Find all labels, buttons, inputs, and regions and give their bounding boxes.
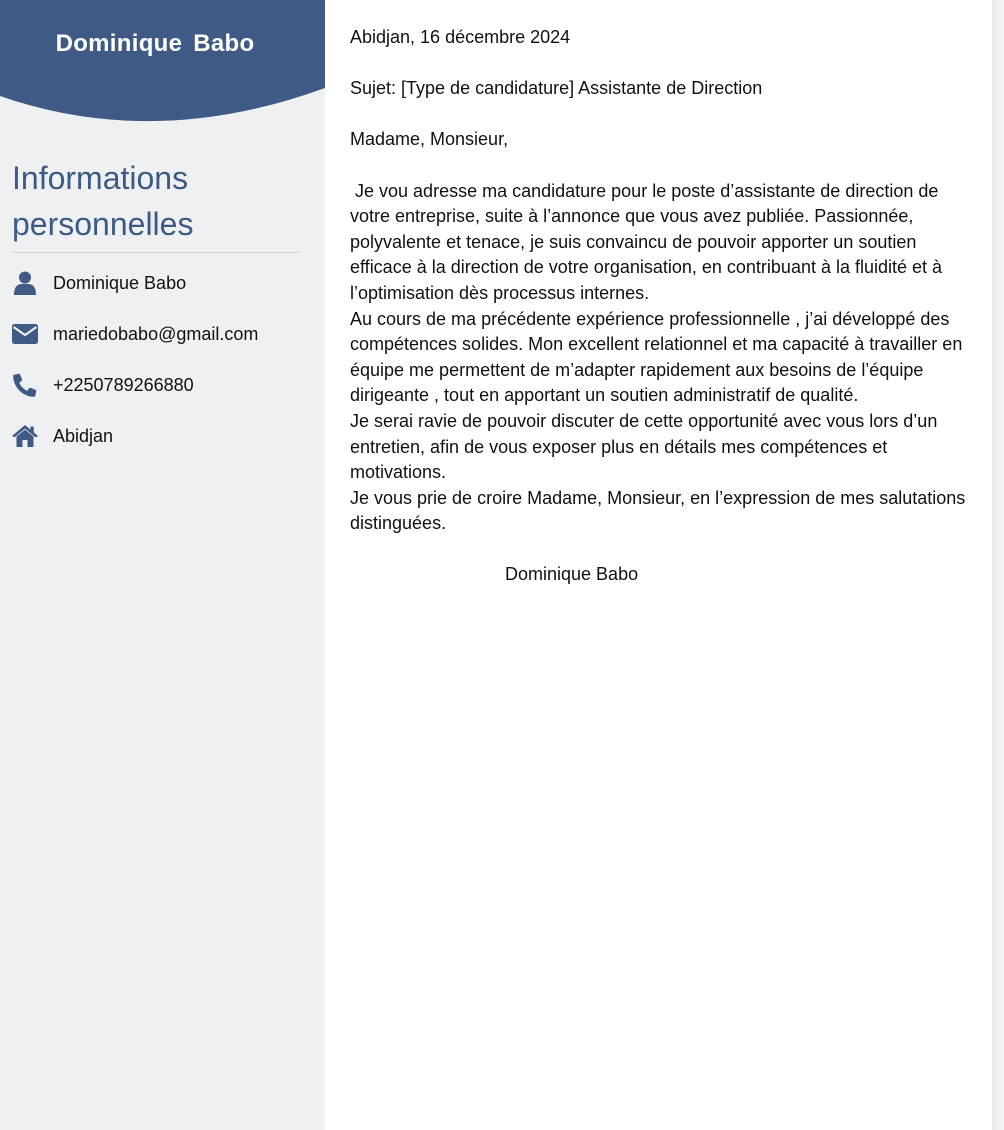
letter-paragraph: Je vou adresse ma candidature pour le poste d’assistante de direction de votre entreprise, suite à l’annonce que vous avez publiée. Passionnée, polyvalente et tenace, je suis convaincu de pouvoir apporter un soutien efficace à la direction de votre organisation, en contribuant à la fluidité et à l’optimisation dès processus internes. [350,180,948,303]
info-item-city [12,421,113,451]
info-item-phone [12,370,194,400]
letter-paragraph: Au cours de ma précédente expérience professionnelle , j’ai développé des compétences solides. Mon excellent relationnel et ma capacité à travailler en équipe me permettent de m’adapter rapidement aux besoins de l’équipe dirigeante , tout en apportant un soutien administratif de qualité. [350,308,963,406]
sidebar [0,0,325,1130]
page-edge [992,0,1004,1130]
home-icon [12,423,38,449]
info-item-label: Dominique Babo [53,272,187,293]
letter-date: Abidjan, 16 décembre 2024 [350,27,571,47]
phone-icon [12,372,38,398]
info-item-email [12,319,258,349]
section-title: Informations personnelles [12,160,194,242]
envelope-icon [12,321,38,347]
letter-paragraph: Je serai ravie de pouvoir discuter de cette opportunité avec vous lors d’un entretien, afin de vous exposer plus en détails mes compétences et motivations. [350,410,938,483]
info-item-label: Abidjan [53,425,114,446]
header-arc-shape [0,0,325,126]
letter-signature: Dominique Babo [505,564,639,585]
letter-panel [325,0,992,1130]
info-item-label[interactable]: +2250789266880 [53,374,194,395]
candidate-name: Dominique Babo [55,30,255,57]
section-divider [12,252,300,253]
letter-body [350,25,970,588]
info-item-name [12,268,186,298]
letter-paragraph: Je vous prie de croire Madame, Monsieur, en l’expression de mes salutations distinguées. [350,487,966,534]
sidebar-header [0,0,325,126]
user-icon [12,270,38,296]
letter-subject: Sujet: [Type de candidature] Assistante de Direction [350,78,763,99]
info-item-label[interactable]: mariedobabo@gmail.com [53,323,259,344]
letter-salutation: Madame, Monsieur, [350,129,509,150]
